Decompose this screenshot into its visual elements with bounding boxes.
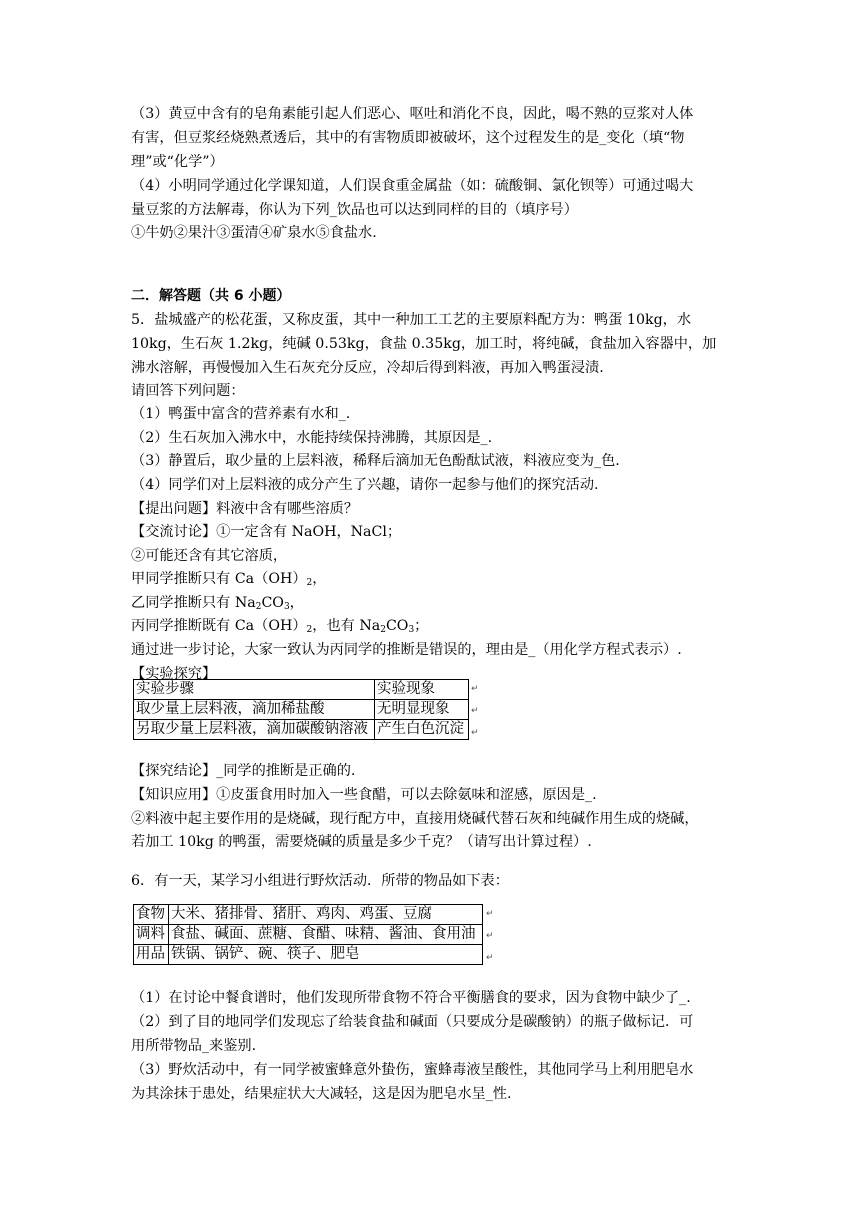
- q5-jia-inference: 甲同学推断只有 $Ca(OH)_2$，: [131, 571, 327, 588]
- q5-bing-inference: 丙同学推断既有 $Ca(OH)_2$，也有 $Na_2CO_3$；: [131, 618, 429, 635]
- q5-stem-line2: 10kg，生石灰 1.2kg，纯碱 0.53kg，食盐 0.35kg，加工时，将纯碱，食盐加入容器中，加: [131, 336, 717, 352]
- table-cell: 无明显现象: [375, 700, 469, 720]
- q6-subq3-line2: 为其涂抹于患处，结果症状大大减轻，这是因为肥皂水呈_性.: [131, 1086, 512, 1102]
- q5-application-1: 【知识应用】①皮蛋食用时加入一些食醋，可以去除氨味和涩感，原因是_.: [131, 787, 597, 803]
- table-cell: 实验步骤: [134, 680, 375, 700]
- table-cell: 取少量上层料液，滴加稀盐酸: [134, 700, 375, 720]
- q5-prompt: 请回答下列问题：: [131, 383, 245, 399]
- q5-subq2: （2）生石灰加入沸水中，水能持续保持沸腾，其原因是_.: [131, 430, 493, 446]
- table-cell: 铁锅、锅铲、碗、筷子、肥皂: [169, 945, 483, 965]
- q5-stem-line3: 沸水溶解，再慢慢加入生石灰充分反应，冷却后得到料液，再加入鸭蛋浸渍.: [131, 360, 604, 376]
- q5-ask-question: 【提出问题】料液中含有哪些溶质？: [131, 501, 359, 517]
- table-cell: 食盐、碱面、蔗糖、食醋、味精、酱油、食用油: [169, 925, 483, 945]
- table-cell: 实验现象: [375, 680, 469, 700]
- table-cell: 大米、猪排骨、猪肝、鸡肉、鸡蛋、豆腐: [169, 905, 483, 925]
- table-row: [134, 720, 469, 740]
- table-row-end-mark: ↵: [486, 931, 494, 941]
- q6-subq1: （1）在讨论中餐食谱时，他们发现所带食物不符合平衡膳食的要求，因为食物中缺少了_.: [131, 990, 691, 1006]
- table-row: [134, 680, 469, 700]
- q5-application-2: ②料液中起主要作用的是烧碱，现行配方中，直接用烧碱代替石灰和纯碱作用生成的烧碱，: [131, 811, 699, 827]
- q5-conclusion: 【探究结论】_同学的推断是正确的.: [131, 763, 356, 779]
- supplies-table: [133, 904, 483, 965]
- table-row: [134, 905, 483, 925]
- q4-part4-line2: 量豆浆的方法解毒，你认为下列_饮品也可以达到同样的目的（填序号）: [131, 202, 578, 218]
- table-cell: 食物: [134, 905, 169, 925]
- q4-part3-line1: （3）黄豆中含有的皂角素能引起人们恶心、呕吐和消化不良，因此，喝不熟的豆浆对人体: [131, 106, 694, 122]
- table-row-end-mark: ↵: [471, 728, 479, 738]
- q4-part4-line1: （4）小明同学通过化学课知道，人们误食重金属盐（如：硫酸铜、氯化钡等）可通过喝大: [131, 178, 694, 194]
- q5-discussion-1: 【交流讨论】①一定含有 NaOH，NaCl；: [131, 524, 402, 540]
- q6-subq2-line1: （2）到了目的地同学们发现忘了给装食盐和碱面（只要成分是碳酸钠）的瓶子做标记．可: [131, 1014, 694, 1030]
- q5-subq4: （4）同学们对上层料液的成分产生了兴趣，请你一起参与他们的探究活动.: [131, 477, 599, 493]
- table-cell: 用品: [134, 945, 169, 965]
- q4-part3-line3: 理”或“化学”）: [131, 154, 224, 170]
- table-cell: 调料: [134, 925, 169, 945]
- q5-experiment-heading: 【实验探究】: [131, 666, 217, 682]
- table-cell: 另取少量上层料液，滴加碳酸钠溶液: [134, 720, 375, 740]
- table-row: [134, 925, 483, 945]
- q6-subq3-line1: （3）野炊活动中，有一同学被蜜蜂意外蛰伤，蜜蜂毒液呈酸性，其他同学马上利用肥皂水: [131, 1062, 694, 1078]
- q5-yi-inference: 乙同学推断只有 $Na_2CO_3$，: [131, 595, 304, 612]
- table-row: [134, 700, 469, 720]
- table-row-end-mark: ↵: [486, 909, 494, 919]
- q6-intro: 6．有一天，某学习小组进行野炊活动．所带的物品如下表：: [131, 873, 509, 889]
- table-row: [134, 945, 483, 965]
- q5-discussion-2: ②可能还含有其它溶质，: [131, 548, 288, 564]
- q4-options: ①牛奶②果汁③蛋清④矿泉水⑤食盐水.: [131, 225, 377, 241]
- q5-stem-line1: 5．盐城盛产的松花蛋，又称皮蛋，其中一种加工工艺的主要原料配方为：鸭蛋 10kg，水: [131, 312, 692, 328]
- q5-subq3: （3）静置后，取少量的上层料液，稀释后滴加无色酚酞试液，料液应变为_色.: [131, 453, 620, 469]
- q5-application-3: 若加工 10kg 的鸭蛋，需要烧碱的质量是多少千克？（请写出计算过程）.: [131, 834, 592, 850]
- experiment-table: [133, 679, 469, 740]
- table-row-end-mark: ↵: [471, 706, 479, 716]
- q5-reason: 通过进一步讨论，大家一致认为丙同学的推断是错误的，理由是_（用化学方程式表示）.: [131, 642, 682, 658]
- q6-subq2-line2: 用所带物品_来鉴别.: [131, 1038, 257, 1054]
- table-cell: 产生白色沉淀: [375, 720, 469, 740]
- q5-subq1: （1）鸭蛋中富含的营养素有水和_.: [131, 406, 351, 422]
- section-heading: 二．解答题（共 6 小题）: [131, 288, 291, 304]
- q4-part3-line2: 有害，但豆浆经烧熟煮透后，其中的有害物质即被破坏，这个过程发生的是_变化（填“物: [131, 130, 685, 146]
- table-row-end-mark: ↵: [486, 953, 494, 963]
- table-row-end-mark: ↵: [471, 684, 479, 694]
